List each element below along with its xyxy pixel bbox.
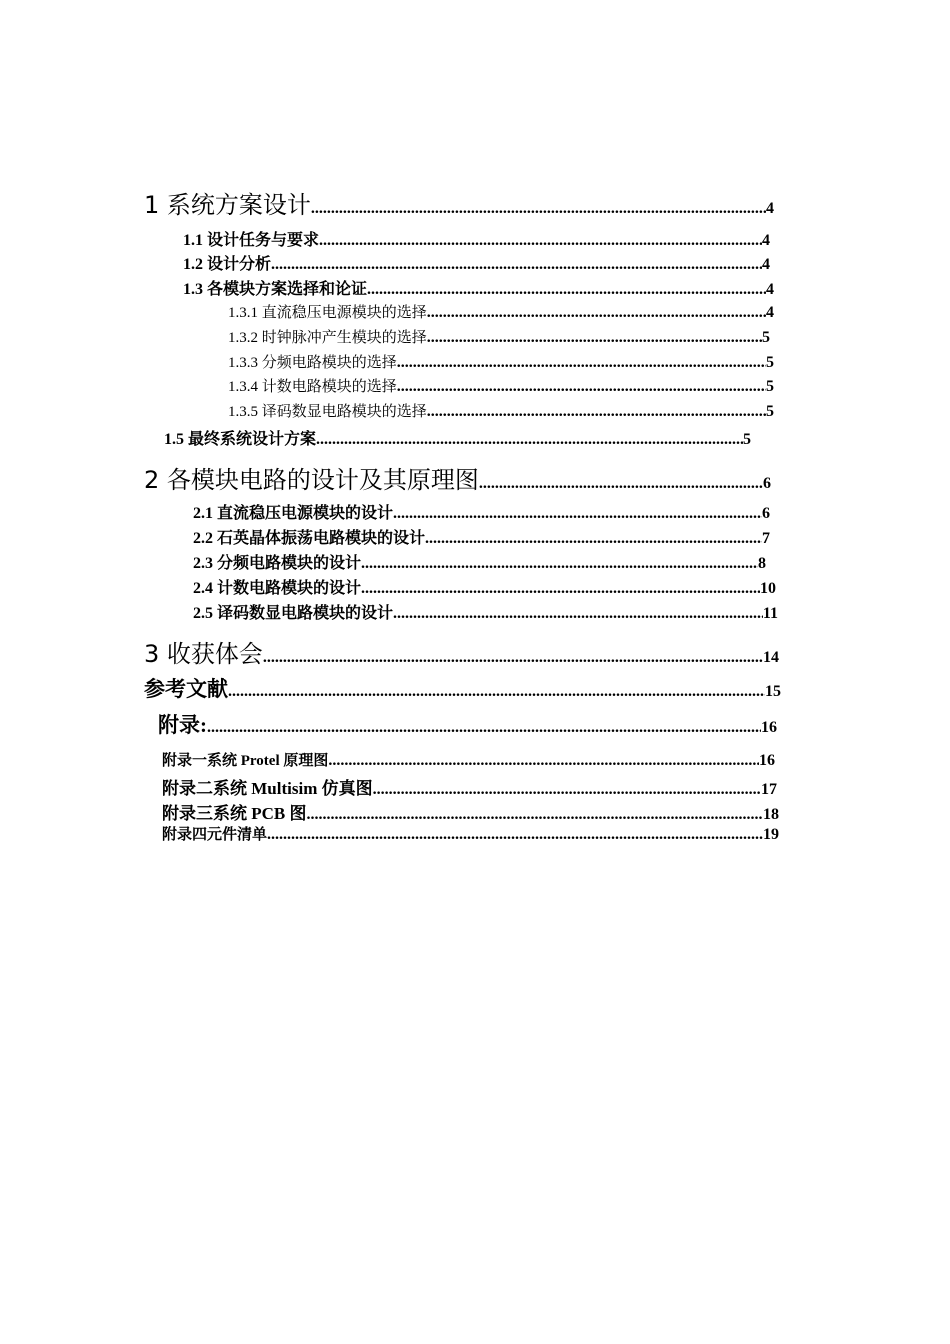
toc-page-number: 6 xyxy=(763,475,771,492)
toc-entry-appendix-1[interactable] xyxy=(162,749,775,770)
toc-entry-appendix-4[interactable] xyxy=(162,823,779,844)
dot-leader xyxy=(479,475,763,493)
toc-label: 1.3 各模块方案选择和论证 xyxy=(183,281,368,298)
toc-label: 1.3.3 分频电路模块的选择 xyxy=(228,355,397,371)
toc-page-number: 17 xyxy=(761,781,777,798)
toc-page-number: 4 xyxy=(766,200,774,217)
toc-page-number: 8 xyxy=(758,555,766,572)
toc-page-number: 5 xyxy=(762,329,770,346)
toc-entry-2-2[interactable] xyxy=(193,525,770,548)
toc-entry-1-3-5[interactable] xyxy=(228,400,774,421)
toc-page-number: 5 xyxy=(766,403,774,420)
toc-entry-1-5[interactable] xyxy=(164,426,751,449)
toc-entry-1-1[interactable] xyxy=(183,227,770,250)
toc-entry-appendix-2[interactable] xyxy=(162,774,777,799)
toc-page-number: 4 xyxy=(766,281,774,298)
toc-entry-2-4[interactable] xyxy=(193,575,776,598)
dot-leader xyxy=(316,431,743,449)
toc-entry-1-2[interactable] xyxy=(183,251,770,274)
toc-label: 2 各模块电路的设计及其原理图 xyxy=(144,466,479,494)
toc-entry-2-5[interactable] xyxy=(193,600,778,623)
toc-entry-references[interactable] xyxy=(144,673,781,703)
toc-label: 1.1 设计任务与要求 xyxy=(183,232,320,249)
toc-entry-appendix-3[interactable] xyxy=(162,799,779,824)
dot-leader xyxy=(397,378,766,396)
dot-leader xyxy=(367,281,766,299)
toc-page-number: 16 xyxy=(761,719,777,736)
dot-leader xyxy=(307,806,764,824)
toc-label: 1.5 最终系统设计方案 xyxy=(164,431,317,448)
toc-entry-2-1[interactable] xyxy=(193,500,770,523)
toc-label: 参考文献 xyxy=(144,677,228,701)
toc-page-number: 5 xyxy=(766,378,774,395)
toc-label: 2.1 直流稳压电源模块的设计 xyxy=(193,505,394,522)
toc-label: 1.2 设计分析 xyxy=(183,256,272,273)
dot-leader xyxy=(228,683,765,701)
toc-page-number: 4 xyxy=(762,232,770,249)
toc-label: 2.3 分频电路模块的设计 xyxy=(193,555,362,572)
dot-leader xyxy=(393,505,762,523)
dot-leader xyxy=(319,232,762,250)
toc-entry-1-3-4[interactable] xyxy=(228,375,774,396)
toc-label: 2.4 计数电路模块的设计 xyxy=(193,580,362,597)
dot-leader xyxy=(427,403,766,421)
dot-leader xyxy=(267,826,763,844)
toc-entry-chapter-2[interactable] xyxy=(144,460,771,495)
toc-entry-2-3[interactable] xyxy=(193,550,766,573)
toc-entry-1-3-3[interactable] xyxy=(228,351,774,372)
toc-label: 2.5 译码数显电路模块的设计 xyxy=(193,605,394,622)
dot-leader xyxy=(263,649,763,667)
toc-page-number: 5 xyxy=(766,354,774,371)
toc-page-number: 10 xyxy=(760,580,776,597)
dot-leader xyxy=(207,719,761,737)
toc-page-number: 18 xyxy=(763,806,779,823)
dot-leader xyxy=(393,605,763,623)
toc-label: 2.2 石英晶体振荡电路模块的设计 xyxy=(193,530,426,547)
toc-label: 附录: xyxy=(158,713,207,737)
toc-entry-1-3-2[interactable] xyxy=(228,326,770,347)
toc-entry-chapter-1[interactable] xyxy=(144,185,774,220)
toc-page-number: 16 xyxy=(759,752,775,769)
toc-entry-appendix[interactable] xyxy=(158,709,777,739)
dot-leader xyxy=(361,580,760,598)
toc-page-number: 19 xyxy=(763,826,779,843)
dot-leader xyxy=(427,304,766,322)
toc-label: 1.3.1 直流稳压电源模块的选择 xyxy=(228,305,427,321)
dot-leader xyxy=(427,329,762,347)
toc-page-number: 4 xyxy=(766,304,774,321)
toc-label: 1 系统方案设计 xyxy=(144,191,311,219)
toc-page-number: 4 xyxy=(762,256,770,273)
dot-leader xyxy=(373,781,761,799)
dot-leader xyxy=(397,354,766,372)
toc-label: 3 收获体会 xyxy=(144,640,263,668)
toc-entry-1-3[interactable] xyxy=(183,276,774,299)
toc-label: 附录二系统 Multisim 仿真图 xyxy=(162,779,373,798)
toc-label: 附录四元件清单 xyxy=(162,827,268,843)
dot-leader xyxy=(328,752,759,770)
toc-entry-1-3-1[interactable] xyxy=(228,301,774,322)
toc-label: 1.3.5 译码数显电路模块的选择 xyxy=(228,404,427,420)
toc-page-number: 5 xyxy=(743,431,751,448)
dot-leader xyxy=(271,256,762,274)
toc-page-number: 15 xyxy=(765,683,781,700)
dot-leader xyxy=(425,530,762,548)
dot-leader xyxy=(311,200,766,218)
toc-label: 1.3.4 计数电路模块的选择 xyxy=(228,379,397,395)
toc-label: 附录一系统 Protel 原理图 xyxy=(162,753,329,769)
toc-label: 附录三系统 PCB 图 xyxy=(162,804,307,823)
toc-page-number: 6 xyxy=(762,505,770,522)
toc-page-number: 7 xyxy=(762,530,770,547)
toc-page-number: 14 xyxy=(763,649,779,666)
toc-label: 1.3.2 时钟脉冲产生模块的选择 xyxy=(228,330,427,346)
dot-leader xyxy=(361,555,758,573)
toc-entry-chapter-3[interactable] xyxy=(144,634,779,669)
toc-page-number: 11 xyxy=(762,605,778,622)
